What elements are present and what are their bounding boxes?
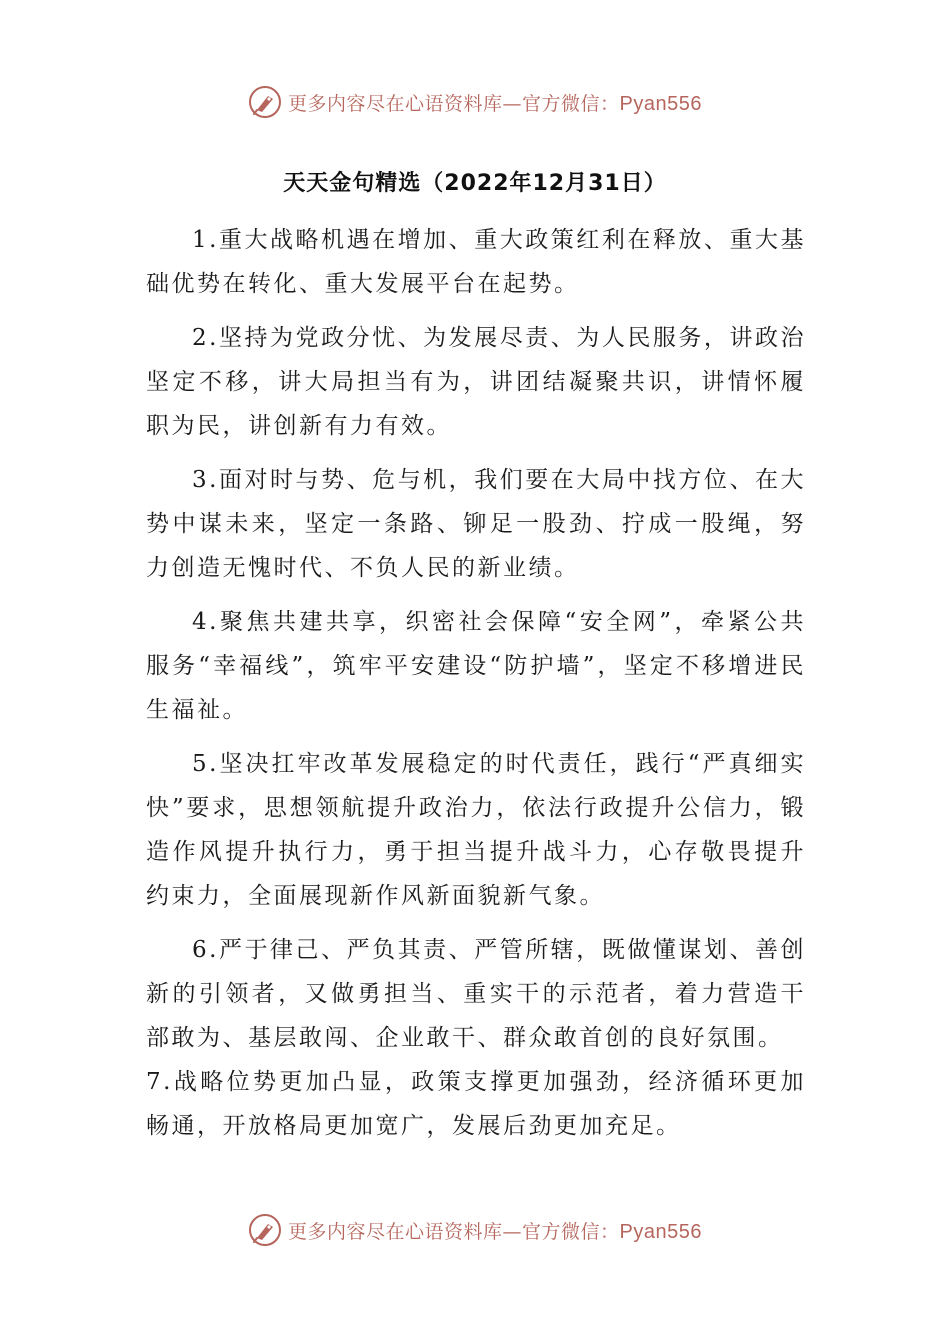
- header-watermark: [0, 80, 950, 124]
- paragraph-5: 5.坚决扛牢改革发展稳定的时代责任，践行“严真细实快”要求，思想领航提升政治力，依法行政提升公信力，锻造作风提升执行力，勇于担当提升战斗力，心存敬畏提升约束力，全面展现新作风新面貌新气象。: [146, 751, 806, 909]
- document-body: [146, 218, 806, 1158]
- pen-nib-logo-icon: [248, 1213, 282, 1247]
- paragraph-4: 4.聚焦共建共享，织密社会保障“安全网”，牵紧公共服务“幸福线”，筑牢平安建设“防护墙”，坚定不移增进民生福祉。: [146, 609, 806, 723]
- paragraph-1: 1.重大战略机遇在增加、重大政策红利在释放、重大基础优势在转化、重大发展平台在起势。: [146, 227, 806, 297]
- watermark-text: 更多内容尽在心语资料库—官方微信：Pyan556: [288, 1220, 702, 1243]
- paragraph-7: 7.战略位势更加凸显，政策支撑更加强劲，经济循环更加畅通，开放格局更加宽广，发展后劲更加充足。: [146, 1069, 806, 1139]
- paragraph-6: 6.严于律己、严负其责、严管所辖，既做懂谋划、善创新的引领者，又做勇担当、重实干的示范者，着力营造干部敢为、基层敢闯、企业敢干、群众敢首创的良好氛围。: [146, 937, 806, 1051]
- watermark-text: 更多内容尽在心语资料库—官方微信：Pyan556: [288, 92, 702, 115]
- paragraph-3: 3.面对时与势、危与机，我们要在大局中找方位、在大势中谋未来，坚定一条路、铆足一股劲、拧成一股绳，努力创造无愧时代、不负人民的新业绩。: [146, 467, 806, 581]
- paragraph-2: 2.坚持为党政分忧、为发展尽责、为人民服务，讲政治坚定不移，讲大局担当有为，讲团结凝聚共识，讲情怀履职为民，讲创新有力有效。: [146, 325, 806, 439]
- pen-nib-logo-icon: [248, 85, 282, 119]
- footer-watermark: [0, 1208, 950, 1252]
- document-title: 天天金句精选（2022年12月31日）: [283, 171, 667, 196]
